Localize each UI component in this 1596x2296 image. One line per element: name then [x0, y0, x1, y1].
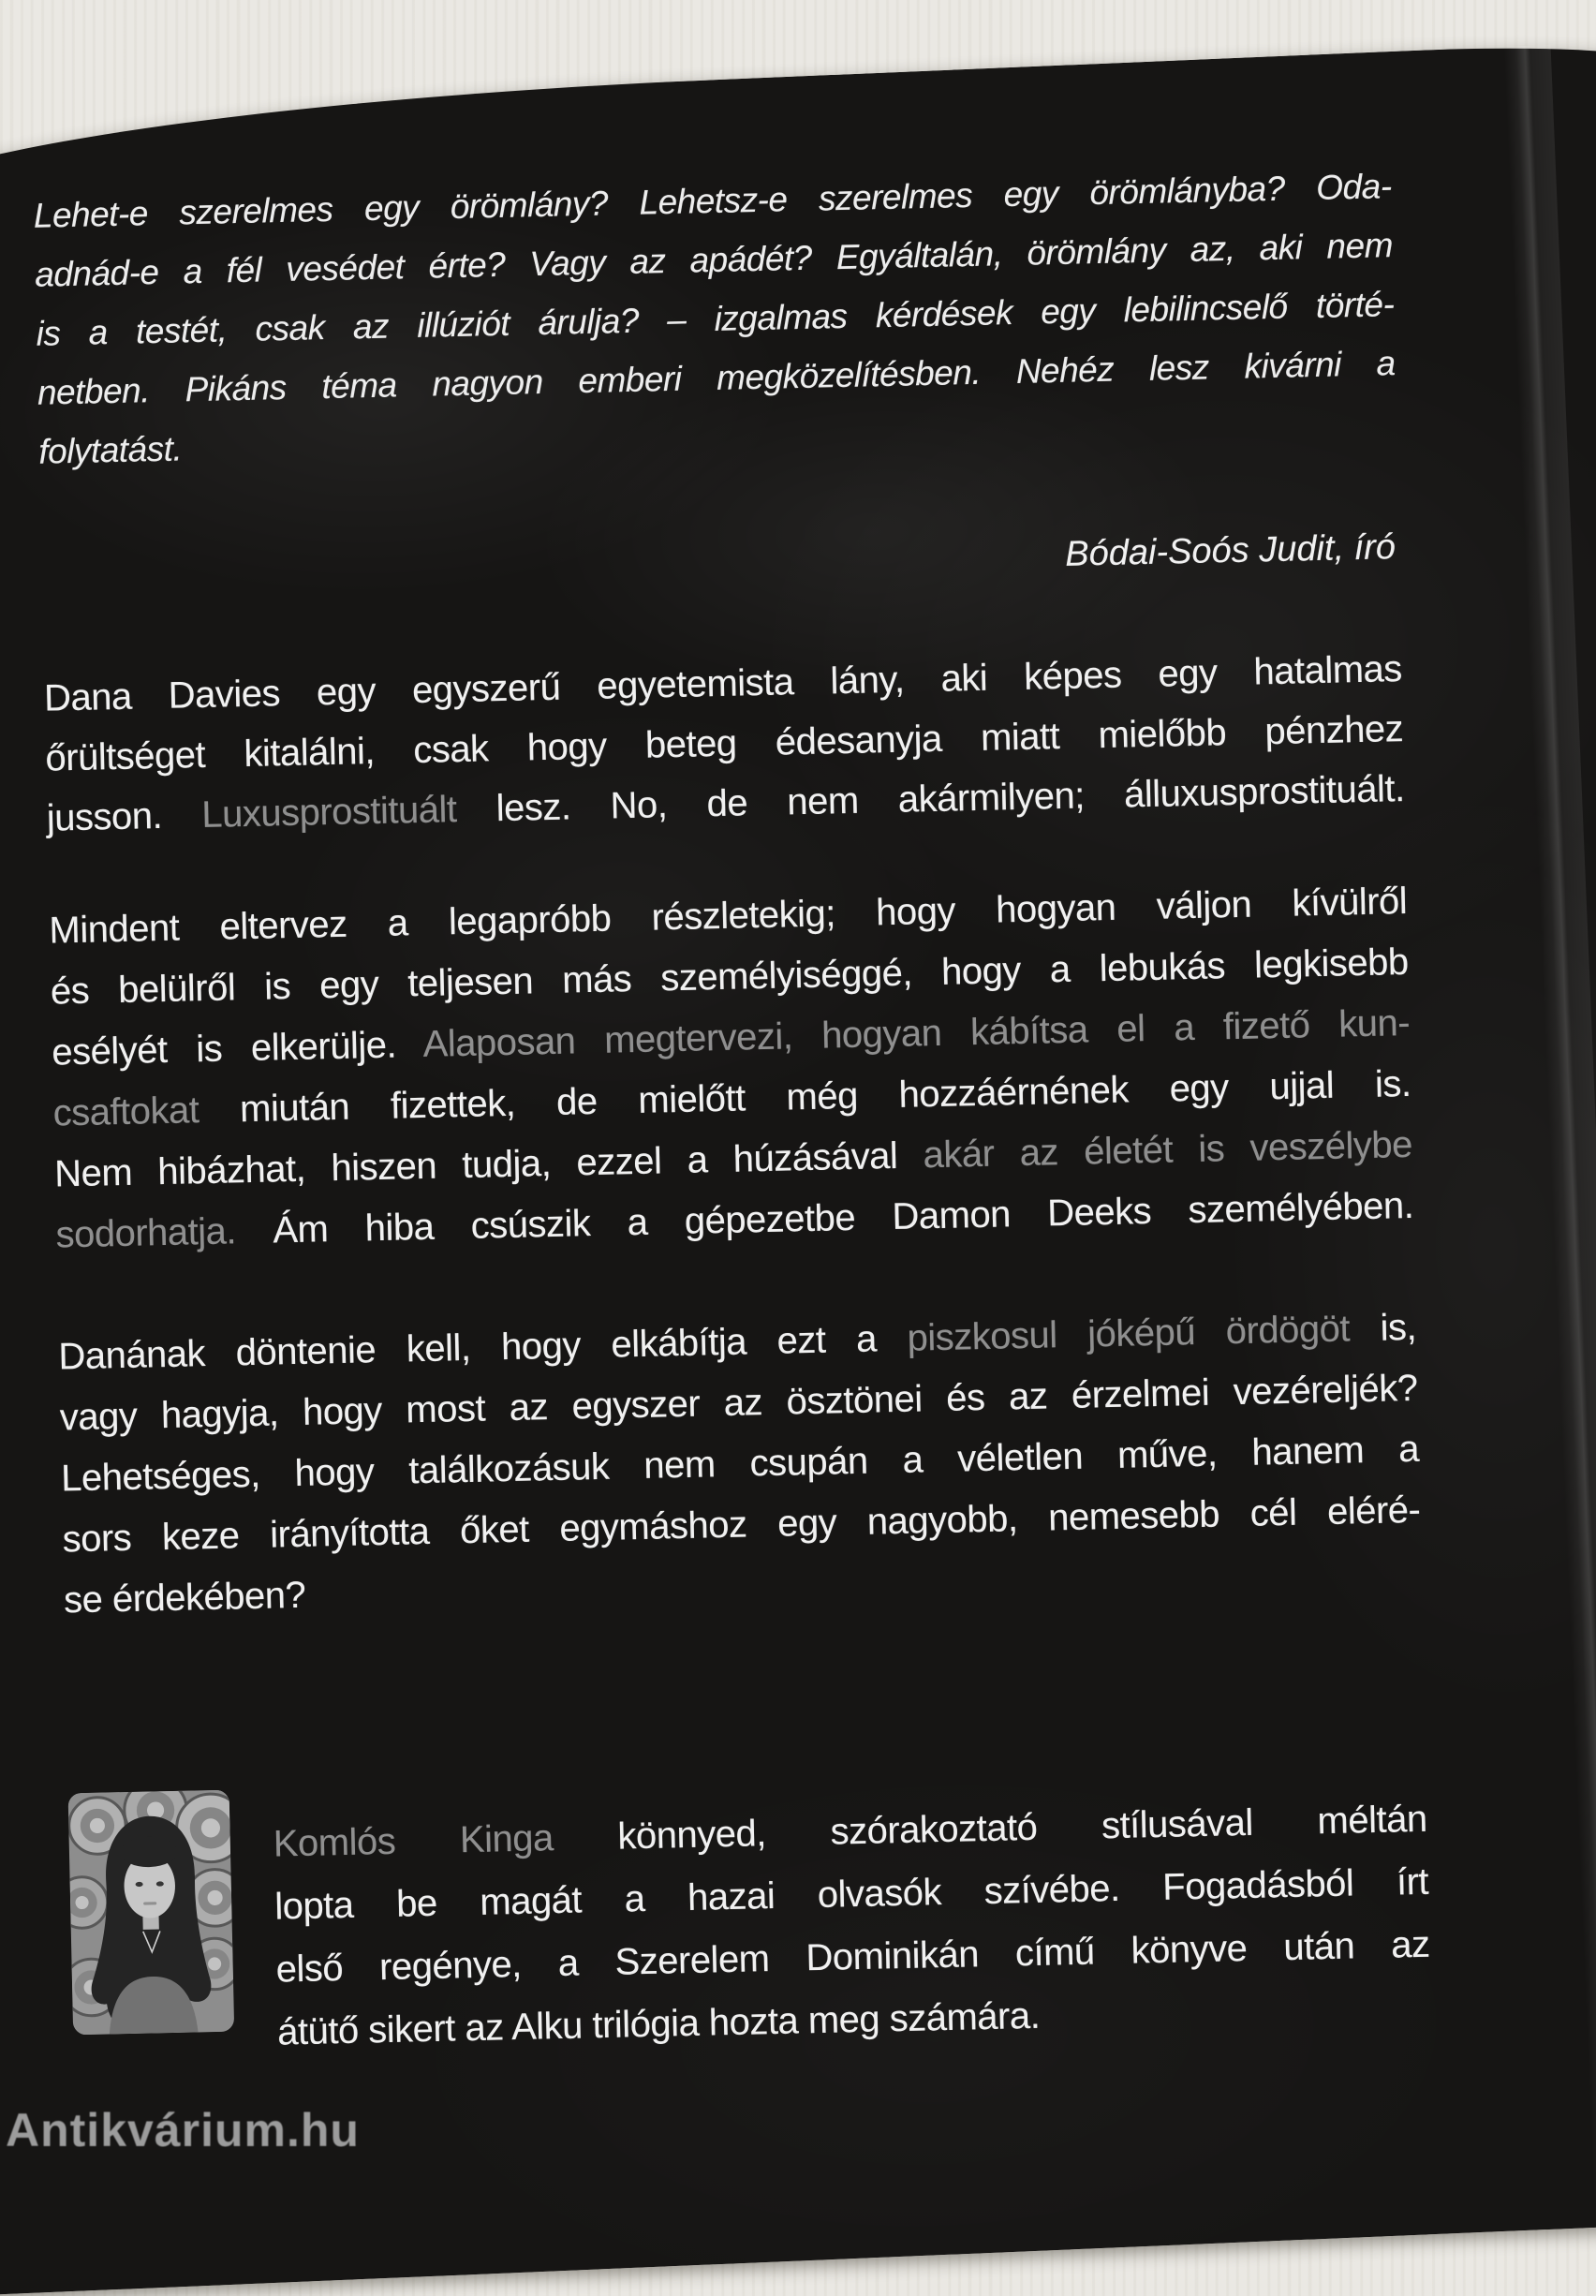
- back-cover-content: [29, 0, 1433, 2143]
- watermark-text: Antikvárium.hu: [6, 2104, 360, 2156]
- text-segment: őrültséget kitalálni, csak hogy beteg édesanyja miatt mielőbb pénzhez: [45, 708, 1404, 779]
- synopsis-paragraph-3: [58, 1297, 1423, 1632]
- text-segment: se érdekében?: [63, 1574, 306, 1622]
- text-segment: vagy hagyja, hogy most az egyszer az ösztönei és az érzelmei vezéreljék?: [59, 1367, 1418, 1439]
- synopsis-paragraph-1: [43, 639, 1405, 849]
- highlighted-text-segment: csaftokat: [52, 1089, 200, 1134]
- synopsis-paragraph-2: [49, 871, 1414, 1267]
- highlighted-text-segment: piszkosul jóképű ördögöt: [907, 1308, 1351, 1359]
- text-segment: miután fizettek, de mielőtt még hozzáérnének egy ujjal is.: [198, 1062, 1411, 1132]
- highlighted-text-segment: Komlós Kinga: [273, 1817, 554, 1865]
- highlighted-text-segment: Alaposan megtervezi, hogyan kábítsa el a fizető kun-: [422, 1001, 1411, 1065]
- text-segment: Danának döntenie kell, hogy elkábítja ezt a: [57, 1317, 909, 1378]
- author-portrait-image: [68, 1790, 235, 2036]
- text-segment: lesz. No, de nem akármilyen; álluxusprostituált.: [455, 768, 1406, 831]
- author-photo: [68, 1790, 235, 2036]
- cover-edge-crease: [1504, 45, 1596, 2228]
- highlighted-text-segment: Luxusprostituált: [200, 789, 457, 837]
- text-segment: jusson.: [46, 794, 202, 839]
- text-segment: könnyed, szórakoztató stílusával méltán: [553, 1798, 1428, 1859]
- text-segment: adnád-e a fél vesédet érte? Vagy az apádét? Egyáltalán, örömlány az, aki nem: [34, 226, 1394, 294]
- author-section: [68, 1764, 1432, 2069]
- text-segment: Mindent eltervez a legapróbb részletekig; hogy hogyan váljon kívülről: [49, 880, 1408, 952]
- text-segment: sors keze irányította őket egymáshoz egy nagyobb, nemesebb cél eléré-: [62, 1489, 1421, 1561]
- text-segment: Lehetséges, hogy találkozásuk nem csupán a véletlen műve, hanem a: [60, 1428, 1420, 1500]
- text-segment: esélyét is elkerülje.: [51, 1023, 424, 1074]
- review-attribution: Bódai-Soós Judit, író: [1064, 527, 1396, 574]
- text-segment: is,: [1349, 1306, 1417, 1350]
- text-segment: netben. Pikáns téma nagyon emberi megközelítésben. Nehéz lesz kivárni a: [37, 344, 1396, 412]
- author-bio: [273, 1788, 1432, 2065]
- review-quote: [33, 156, 1397, 481]
- text-segment: első regénye, a Szerelem Dominikán című könyve után az: [275, 1923, 1430, 1991]
- text-segment: Lehet-e szerelmes egy örömlány? Lehetsz-e szerelmes egy örömlányba? Oda-: [33, 167, 1392, 235]
- text-segment: folytatást.: [37, 429, 183, 471]
- text-segment: Ám hiba csúszik a gépezetbe Damon Deeks személyében.: [272, 1184, 1414, 1252]
- text-segment: lopta be magát a hazai olvasók szívébe. Fogadásból írt: [273, 1860, 1429, 1928]
- highlighted-text-segment: akár az életét is veszélybe: [923, 1123, 1413, 1177]
- text-segment: Nem hibázhat, hiszen tudja, ezzel a húzásával: [53, 1134, 924, 1195]
- text-segment: Dana Davies egy egyszerű egyetemista lány, aki képes egy hatalmas: [43, 648, 1403, 719]
- highlighted-text-segment: sodorhatja.: [55, 1209, 273, 1256]
- text-segment: átütő sikert az Alku trilógia hozta meg számára.: [276, 1994, 1041, 2053]
- text-segment: is a testét, csak az illúziót árulja? – izgalmas kérdések egy lebilincselő törté-: [36, 285, 1395, 353]
- text-segment: és belülről is egy teljesen más személyiséggé, hogy a lebukás legkisebb: [50, 941, 1410, 1013]
